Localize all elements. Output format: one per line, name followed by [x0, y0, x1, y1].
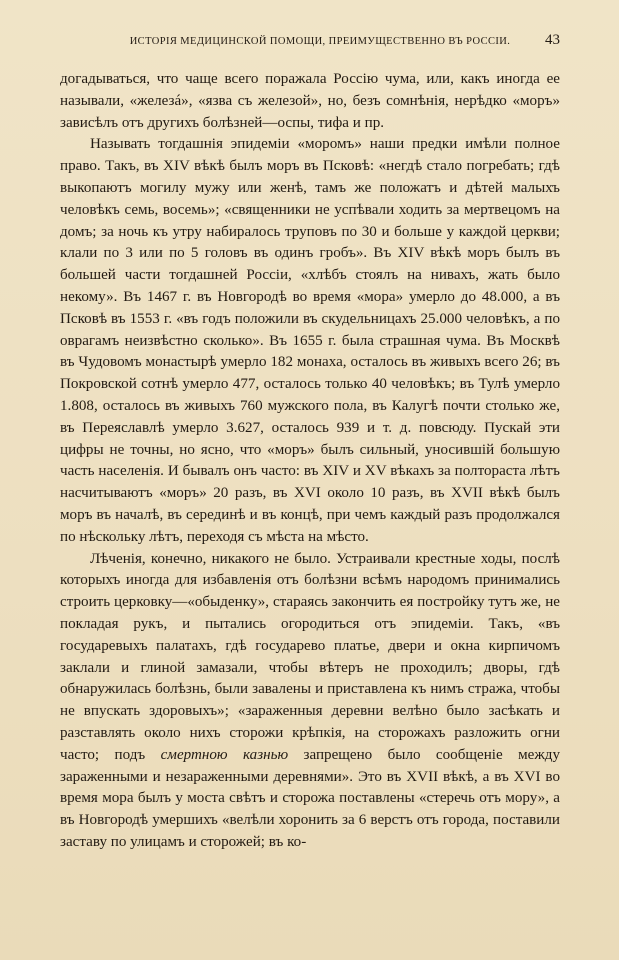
paragraph-3-emphasis: смертною казнью [160, 746, 289, 763]
paragraph-3-text-b: запрещено было сообщеніе между зараженными и незараженными деревнями». Это въ XVII вѣкѣ, а въ XVI во время мора былъ у моста свѣтъ и сторожа поставлены «стеречь отъ мору», а въ Новгородѣ умершихъ «велѣли хоронить за 6 верстъ отъ города, поставили заставу по улицамъ и сторожей; въ ко- [60, 746, 560, 850]
paragraph-3-text-a: Лѣченія, конечно, никакого не было. Устраивали крестные ходы, послѣ которыхъ иногда для избавленія отъ болѣзни всѣмъ народомъ принимались строить церковку—«обыденку», стараясь закончить ея постройку тутъ же, не покладая рукъ, и пытались огородиться отъ эпидеміи. Такъ, «въ государевыхъ палатахъ, гдѣ государево платье, двери и окна кирпичомъ заклали и глиной замазали, чтобы вѣтеръ не проходилъ; дворы, гдѣ обнаружилась болѣзнь, были завалены и приставлена къ нимъ стража, чтобы не впускать здоровыхъ»; «зараженныя деревни велѣно было засѣкать и разставлять около нихъ сторожи крѣпкія, на сторожахъ разложить огни часто; подъ [60, 550, 560, 763]
running-head: ИСТОРІЯ МЕДИЦИНСКОЙ ПОМОЩИ, ПРЕИМУЩЕСТВЕННО ВЪ РОССІИ. [129, 36, 511, 47]
page-header [60, 32, 560, 54]
paragraph-3 [60, 549, 560, 854]
paragraph-2: Называть тогдашнія эпидеміи «моромъ» наши предки имѣли полное право. Такъ, въ XIV вѣкѣ былъ моръ въ Псковѣ: «негдѣ стало погребать; гдѣ выкопаютъ могилу мужу или женѣ, тамъ же положатъ и дѣтей малыхъ человѣкъ семь, восемь»; «священники не успѣвали ходить за мертвецомъ на домъ; за ночь къ утру набиралось труповъ по 30 и больше у каждой церкви; клали по 3 или по 5 головъ въ одинъ гробъ». Въ XIV вѣкѣ моръ былъ въ большей части тогдашней Россіи, «хлѣбъ стоялъ на нивахъ, жать было некому». Въ 1467 г. въ Новгородѣ во время «мора» умерло до 48.000, а въ Псковѣ въ 1553 г. «въ годъ положили въ скудельницахъ 25.000 человѣкъ, а по оврагамъ неизвѣстно сколько». Въ 1655 г. была страшная чума. Въ Москвѣ въ Чудовомъ монастырѣ умерло 182 монаха, осталось въ живыхъ всего 26; въ Покровской сотнѣ умерло 477, осталось только 40 человѣкъ; въ Тулѣ умерло 1.808, осталось въ живыхъ 760 мужского пола, въ Калугѣ почти столько же, въ Переяславлѣ умерло 3.627, осталось 939 и т. д. повсюду. Пускай эти цифры не точны, но ясно, что «моръ» былъ сильный, уносившій большую часть населенія. И бывалъ онъ часто: въ XIV и XV вѣкахъ за полтораста лѣтъ насчитываютъ «моръ» 20 разъ, въ XVI около 10 разъ, въ XVII вѣкѣ былъ моръ въ началѣ, въ серединѣ и въ концѣ, при чемъ каждый разъ продолжался по нѣскольку лѣтъ, переходя съ мѣста на мѣсто. [60, 136, 560, 545]
body-text [60, 69, 560, 854]
paragraph-1: догадываться, что чаще всего поражала Россію чума, или, какъ иногда ее называли, «железá», «язва съ железой», но, безъ сомнѣнія, нерѣдко «моръ» зависѣлъ отъ другихъ болѣзней—оспы, тифа и пр. [60, 71, 560, 131]
page-number: 43 [545, 32, 560, 48]
